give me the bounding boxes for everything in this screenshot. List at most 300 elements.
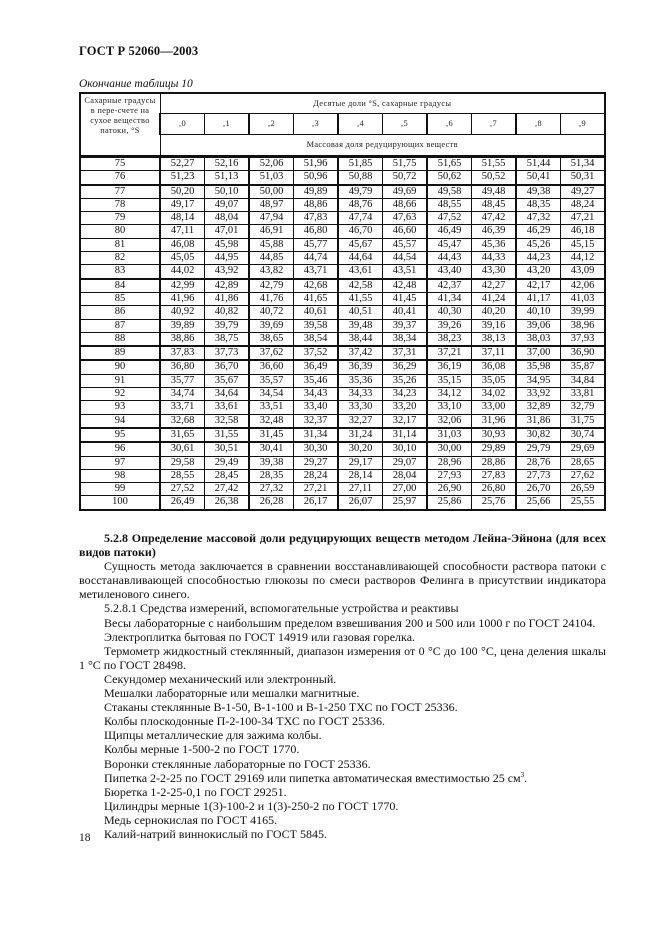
value-cell: 36,19 xyxy=(427,360,472,374)
value-cell: 45,26 xyxy=(516,238,561,251)
value-cell: 44,02 xyxy=(160,265,205,279)
value-cell: 46,91 xyxy=(249,225,294,238)
degree-cell: 76 xyxy=(80,171,160,185)
value-cell: 33,71 xyxy=(160,401,205,414)
column-header: ,8 xyxy=(516,114,561,135)
column-header: ,1 xyxy=(205,114,250,135)
value-cell: 31,86 xyxy=(516,414,561,428)
value-cell: 37,52 xyxy=(294,346,339,360)
column-header: ,3 xyxy=(294,114,339,135)
value-cell: 31,75 xyxy=(561,414,606,428)
list-item: Мешалки лабораторные или мешалки магнитные. xyxy=(104,686,360,701)
value-cell: 49,69 xyxy=(383,185,428,199)
degree-cell: 83 xyxy=(80,265,160,279)
value-cell: 43,20 xyxy=(516,265,561,279)
degree-cell: 84 xyxy=(80,279,160,293)
value-cell: 39,89 xyxy=(160,319,205,332)
list-item: Воронки стеклянные лабораторные по ГОСТ 25336. xyxy=(104,756,371,771)
value-cell: 29,58 xyxy=(160,456,205,469)
value-cell: 42,99 xyxy=(160,279,205,293)
degree-cell: 82 xyxy=(80,252,160,265)
value-cell: 42,58 xyxy=(338,279,383,293)
value-cell: 45,77 xyxy=(294,238,339,251)
degree-cell: 96 xyxy=(80,442,160,456)
value-cell: 44,43 xyxy=(427,252,472,265)
value-cell: 34,23 xyxy=(383,388,428,401)
value-cell: 27,73 xyxy=(516,469,561,482)
value-header: Массовая доля редуцирующих веществ xyxy=(160,135,605,157)
value-cell: 41,65 xyxy=(294,292,339,305)
value-cell: 44,23 xyxy=(516,252,561,265)
value-cell: 42,89 xyxy=(205,279,250,293)
value-cell: 34,33 xyxy=(338,388,383,401)
value-cell: 40,92 xyxy=(160,306,205,319)
value-cell: 46,80 xyxy=(294,225,339,238)
list-item: Секундомер механический или электронный. xyxy=(104,671,337,686)
value-cell: 35,57 xyxy=(249,374,294,387)
section-heading-text: Определение массовой доли редуцирующих веществ методом Лейна-Эйнона (для всех видов патоки) xyxy=(79,531,607,560)
value-cell: 40,41 xyxy=(383,306,428,319)
value-cell: 44,74 xyxy=(294,252,339,265)
value-cell: 25,86 xyxy=(427,496,472,510)
degree-cell: 80 xyxy=(80,225,160,238)
value-cell: 50,72 xyxy=(383,171,428,185)
value-cell: 33,10 xyxy=(427,401,472,414)
value-cell: 32,79 xyxy=(561,401,606,414)
value-cell: 50,62 xyxy=(427,171,472,185)
table-row xyxy=(80,157,605,171)
value-cell: 26,07 xyxy=(338,496,383,510)
value-cell: 32,89 xyxy=(516,401,561,414)
value-cell: 39,99 xyxy=(561,306,606,319)
equipment-list xyxy=(79,616,606,771)
value-cell: 26,80 xyxy=(472,483,517,496)
value-cell: 28,45 xyxy=(205,469,250,482)
degree-cell: 92 xyxy=(80,388,160,401)
value-cell: 40,61 xyxy=(294,306,339,319)
value-cell: 27,83 xyxy=(472,469,517,482)
value-cell: 41,55 xyxy=(338,292,383,305)
value-cell: 33,92 xyxy=(516,388,561,401)
value-cell: 26,70 xyxy=(516,483,561,496)
value-cell: 34,95 xyxy=(516,374,561,387)
list-item: Стаканы стеклянные В-1-50, В-1-100 и В-1-250 ТХС по ГОСТ 25336. xyxy=(104,700,458,715)
value-cell: 46,39 xyxy=(472,225,517,238)
value-cell: 52,06 xyxy=(249,157,294,171)
value-cell: 30,30 xyxy=(294,442,339,456)
value-cell: 35,67 xyxy=(205,374,250,387)
degree-cell: 75 xyxy=(80,157,160,171)
value-cell: 26,59 xyxy=(561,483,606,496)
value-cell: 37,73 xyxy=(205,346,250,360)
table-row xyxy=(80,401,605,414)
value-cell: 36,90 xyxy=(561,346,606,360)
value-cell: 38,23 xyxy=(427,332,472,346)
value-cell: 32,37 xyxy=(294,414,339,428)
value-cell: 26,28 xyxy=(249,496,294,510)
value-cell: 39,37 xyxy=(383,319,428,332)
value-cell: 44,85 xyxy=(249,252,294,265)
table-row xyxy=(80,319,605,332)
degree-cell: 94 xyxy=(80,414,160,428)
value-cell: 48,76 xyxy=(338,198,383,211)
table-row xyxy=(80,171,605,185)
value-cell: 50,41 xyxy=(516,171,561,185)
value-cell: 27,42 xyxy=(205,483,250,496)
value-cell: 35,87 xyxy=(561,360,606,374)
value-cell: 44,33 xyxy=(472,252,517,265)
list-item: Бюретка 1-2-25-0,1 по ГОСТ 29251. xyxy=(104,784,287,799)
value-cell: 46,08 xyxy=(160,238,205,251)
value-cell: 49,07 xyxy=(205,198,250,211)
degree-cell: 95 xyxy=(80,428,160,442)
degree-cell: 88 xyxy=(80,332,160,346)
degree-cell: 99 xyxy=(80,483,160,496)
value-cell: 43,71 xyxy=(294,265,339,279)
value-cell: 37,42 xyxy=(338,346,383,360)
degree-cell: 78 xyxy=(80,198,160,211)
value-cell: 43,92 xyxy=(205,265,250,279)
subsection-heading: 5.2.8.1 Средства измерений, вспомогательные устройства и реактивы xyxy=(104,601,459,616)
value-cell: 45,57 xyxy=(383,238,428,251)
value-cell: 26,17 xyxy=(294,496,339,510)
value-cell: 51,34 xyxy=(561,157,606,171)
value-cell: 47,11 xyxy=(160,225,205,238)
value-cell: 29,49 xyxy=(205,456,250,469)
value-cell: 41,76 xyxy=(249,292,294,305)
table-row xyxy=(80,306,605,319)
value-cell: 39,16 xyxy=(472,319,517,332)
list-item: Термометр жидкостный стеклянный, диапазон измерения от 0 °С до 100 °С, цена деления шкалы 1 °С по ГОСТ 28498. xyxy=(79,643,606,672)
value-cell: 47,01 xyxy=(205,225,250,238)
value-cell: 34,12 xyxy=(427,388,472,401)
degree-cell: 90 xyxy=(80,360,160,374)
value-cell: 30,51 xyxy=(205,442,250,456)
value-cell: 48,04 xyxy=(205,212,250,225)
value-cell: 25,55 xyxy=(561,496,606,510)
value-cell: 28,14 xyxy=(338,469,383,482)
page-number: 18 xyxy=(79,832,91,844)
value-cell: 37,31 xyxy=(383,346,428,360)
value-cell: 48,55 xyxy=(427,198,472,211)
table-row xyxy=(80,198,605,211)
value-cell: 45,15 xyxy=(561,238,606,251)
value-cell: 33,30 xyxy=(338,401,383,414)
value-cell: 41,45 xyxy=(383,292,428,305)
value-cell: 49,38 xyxy=(516,185,561,199)
degree-cell: 79 xyxy=(80,212,160,225)
list-item: Калий-натрий виннокислый по ГОСТ 5845. xyxy=(104,826,327,841)
value-cell: 46,60 xyxy=(383,225,428,238)
table-body xyxy=(80,157,605,510)
value-cell: 48,35 xyxy=(516,198,561,211)
table-row xyxy=(80,388,605,401)
value-cell: 36,39 xyxy=(338,360,383,374)
table-row xyxy=(80,279,605,293)
value-cell: 48,86 xyxy=(294,198,339,211)
value-cell: 47,42 xyxy=(472,212,517,225)
value-cell: 35,36 xyxy=(338,374,383,387)
value-cell: 30,93 xyxy=(472,428,517,442)
section-heading-number: 5.2.8 xyxy=(104,531,128,545)
value-cell: 49,48 xyxy=(472,185,517,199)
degree-cell: 85 xyxy=(80,292,160,305)
value-cell: 34,64 xyxy=(205,388,250,401)
value-cell: 43,82 xyxy=(249,265,294,279)
table-row xyxy=(80,496,605,510)
value-cell: 47,21 xyxy=(561,212,606,225)
value-cell: 47,94 xyxy=(249,212,294,225)
reducing-substances-table xyxy=(79,92,606,511)
value-cell: 38,34 xyxy=(383,332,428,346)
value-cell: 29,27 xyxy=(294,456,339,469)
value-cell: 33,20 xyxy=(383,401,428,414)
list-item: Щипцы металлические для зажима колбы. xyxy=(104,728,322,743)
value-cell: 40,30 xyxy=(427,306,472,319)
value-cell: 38,54 xyxy=(294,332,339,346)
value-cell: 51,75 xyxy=(383,157,428,171)
value-cell: 38,03 xyxy=(516,332,561,346)
value-cell: 44,95 xyxy=(205,252,250,265)
table-row xyxy=(80,225,605,238)
value-cell: 29,79 xyxy=(516,442,561,456)
table-row xyxy=(80,346,605,360)
value-cell: 33,61 xyxy=(205,401,250,414)
value-cell: 38,86 xyxy=(160,332,205,346)
value-cell: 31,14 xyxy=(383,428,428,442)
value-cell: 26,90 xyxy=(427,483,472,496)
value-cell: 28,76 xyxy=(516,456,561,469)
column-header: ,2 xyxy=(249,114,294,135)
value-cell: 41,17 xyxy=(516,292,561,305)
table-row xyxy=(80,292,605,305)
value-cell: 30,74 xyxy=(561,428,606,442)
value-cell: 37,11 xyxy=(472,346,517,360)
value-cell: 29,07 xyxy=(383,456,428,469)
value-cell: 41,34 xyxy=(427,292,472,305)
table-row xyxy=(80,374,605,387)
value-cell: 32,68 xyxy=(160,414,205,428)
value-cell: 48,24 xyxy=(561,198,606,211)
degree-cell: 77 xyxy=(80,185,160,199)
value-cell: 40,20 xyxy=(472,306,517,319)
value-cell: 51,23 xyxy=(160,171,205,185)
list-item: Медь сернокислая по ГОСТ 4165. xyxy=(104,812,278,827)
value-cell: 50,52 xyxy=(472,171,517,185)
column-header: ,4 xyxy=(338,114,383,135)
table-row xyxy=(80,469,605,482)
value-cell: 30,61 xyxy=(160,442,205,456)
value-cell: 41,96 xyxy=(160,292,205,305)
value-cell: 28,55 xyxy=(160,469,205,482)
value-cell: 48,97 xyxy=(249,198,294,211)
equipment-list-continued xyxy=(79,785,606,841)
value-cell: 38,96 xyxy=(561,319,606,332)
value-cell: 32,48 xyxy=(249,414,294,428)
value-cell: 30,20 xyxy=(338,442,383,456)
value-cell: 42,37 xyxy=(427,279,472,293)
column-header: ,5 xyxy=(383,114,428,135)
degree-cell: 98 xyxy=(80,469,160,482)
group-header: Десятые доли °S, сахарные градусы xyxy=(160,93,605,114)
value-cell: 32,06 xyxy=(427,414,472,428)
value-cell: 43,61 xyxy=(338,265,383,279)
table-row xyxy=(80,414,605,428)
value-cell: 25,66 xyxy=(516,496,561,510)
value-cell: 39,38 xyxy=(249,456,294,469)
value-cell: 42,79 xyxy=(249,279,294,293)
value-cell: 29,17 xyxy=(338,456,383,469)
value-cell: 31,45 xyxy=(249,428,294,442)
value-cell: 48,45 xyxy=(472,198,517,211)
value-cell: 28,96 xyxy=(427,456,472,469)
value-cell: 27,00 xyxy=(383,483,428,496)
value-cell: 43,40 xyxy=(427,265,472,279)
value-cell: 37,62 xyxy=(249,346,294,360)
value-cell: 27,93 xyxy=(427,469,472,482)
value-cell: 35,98 xyxy=(516,360,561,374)
value-cell: 34,43 xyxy=(294,388,339,401)
table-row xyxy=(80,238,605,251)
value-cell: 34,84 xyxy=(561,374,606,387)
degree-cell: 91 xyxy=(80,374,160,387)
value-cell: 28,24 xyxy=(294,469,339,482)
value-cell: 51,13 xyxy=(205,171,250,185)
value-cell: 45,36 xyxy=(472,238,517,251)
value-cell: 35,15 xyxy=(427,374,472,387)
value-cell: 38,13 xyxy=(472,332,517,346)
value-cell: 42,17 xyxy=(516,279,561,293)
document-header: ГОСТ Р 52060—2003 xyxy=(79,44,199,58)
value-cell: 51,03 xyxy=(249,171,294,185)
value-cell: 44,12 xyxy=(561,252,606,265)
table-row xyxy=(80,456,605,469)
value-cell: 33,81 xyxy=(561,388,606,401)
value-cell: 42,06 xyxy=(561,279,606,293)
value-cell: 40,82 xyxy=(205,306,250,319)
value-cell: 32,58 xyxy=(205,414,250,428)
list-item-pipette: Пипетка 2-2-25 по ГОСТ 29169 или пипетка автоматическая вместимостью 25 $см^3$. xyxy=(104,770,528,785)
value-cell: 49,27 xyxy=(561,185,606,199)
value-cell: 39,48 xyxy=(338,319,383,332)
degree-cell: 89 xyxy=(80,346,160,360)
value-cell: 42,27 xyxy=(472,279,517,293)
value-cell: 33,51 xyxy=(249,401,294,414)
value-cell: 51,44 xyxy=(516,157,561,171)
value-cell: 38,75 xyxy=(205,332,250,346)
value-cell: 42,48 xyxy=(383,279,428,293)
value-cell: 46,29 xyxy=(516,225,561,238)
value-cell: 33,40 xyxy=(294,401,339,414)
value-cell: 51,85 xyxy=(338,157,383,171)
value-cell: 44,54 xyxy=(383,252,428,265)
value-cell: 47,32 xyxy=(516,212,561,225)
value-cell: 39,79 xyxy=(205,319,250,332)
degree-cell: 93 xyxy=(80,401,160,414)
value-cell: 39,26 xyxy=(427,319,472,332)
value-cell: 27,32 xyxy=(249,483,294,496)
value-cell: 47,83 xyxy=(294,212,339,225)
value-cell: 26,38 xyxy=(205,496,250,510)
value-cell: 38,65 xyxy=(249,332,294,346)
list-item: Колбы мерные 1-500-2 по ГОСТ 1770. xyxy=(104,742,300,757)
value-cell: 40,51 xyxy=(338,306,383,319)
value-cell: 45,67 xyxy=(338,238,383,251)
value-cell: 36,29 xyxy=(383,360,428,374)
list-item: Весы лабораторные с наибольшим пределом взвешивания 200 и 500 или 1000 г по ГОСТ 24104. xyxy=(104,615,596,630)
value-cell: 36,70 xyxy=(205,360,250,374)
value-cell: 43,51 xyxy=(383,265,428,279)
value-cell: 50,20 xyxy=(160,185,205,199)
value-cell: 30,82 xyxy=(516,428,561,442)
section-intro: Сущность метода заключается в сравнении восстанавливающей способности раствора патоки с восстанавливающей способностью глюкозы по смеси растворов Фелинга в присутствии индикатора метиленового синего. xyxy=(79,559,606,602)
value-cell: 49,79 xyxy=(338,185,383,199)
value-cell: 49,89 xyxy=(294,185,339,199)
value-cell: 51,65 xyxy=(427,157,472,171)
value-cell: 31,03 xyxy=(427,428,472,442)
column-header: ,9 xyxy=(561,114,606,135)
value-cell: 47,63 xyxy=(383,212,428,225)
value-cell: 36,80 xyxy=(160,360,205,374)
degree-cell: 87 xyxy=(80,319,160,332)
value-cell: 32,17 xyxy=(383,414,428,428)
value-cell: 51,55 xyxy=(472,157,517,171)
degree-cell: 81 xyxy=(80,238,160,251)
value-cell: 30,10 xyxy=(383,442,428,456)
value-cell: 30,41 xyxy=(249,442,294,456)
table-row xyxy=(80,360,605,374)
row-header: Сахарные градусы в пере-счете на сухое вещество патоки, °S xyxy=(80,93,160,157)
list-item: Цилиндры мерные 1(3)-100-2 и 1(3)-250-2 по ГОСТ 1770. xyxy=(104,798,399,813)
column-header: ,6 xyxy=(427,114,472,135)
value-cell: 27,62 xyxy=(561,469,606,482)
table-row xyxy=(80,332,605,346)
value-cell: 35,46 xyxy=(294,374,339,387)
degree-cell: 86 xyxy=(80,306,160,319)
value-cell: 31,24 xyxy=(338,428,383,442)
value-cell: 25,76 xyxy=(472,496,517,510)
value-cell: 44,64 xyxy=(338,252,383,265)
value-cell: 26,49 xyxy=(160,496,205,510)
value-cell: 39,06 xyxy=(516,319,561,332)
value-cell: 27,21 xyxy=(294,483,339,496)
value-cell: 39,58 xyxy=(294,319,339,332)
value-cell: 31,55 xyxy=(205,428,250,442)
value-cell: 31,65 xyxy=(160,428,205,442)
value-cell: 41,24 xyxy=(472,292,517,305)
value-cell: 46,49 xyxy=(427,225,472,238)
value-cell: 27,11 xyxy=(338,483,383,496)
value-cell: 50,31 xyxy=(561,171,606,185)
value-cell: 47,52 xyxy=(427,212,472,225)
value-cell: 40,10 xyxy=(516,306,561,319)
table-row xyxy=(80,428,605,442)
table-row xyxy=(80,442,605,456)
value-cell: 37,21 xyxy=(427,346,472,360)
value-cell: 37,00 xyxy=(516,346,561,360)
value-cell: 34,74 xyxy=(160,388,205,401)
table-row xyxy=(80,212,605,225)
section-heading xyxy=(79,531,606,559)
value-cell: 28,65 xyxy=(561,456,606,469)
value-cell: 48,66 xyxy=(383,198,428,211)
value-cell: 46,70 xyxy=(338,225,383,238)
value-cell: 37,93 xyxy=(561,332,606,346)
list-item: Колбы плоскодонные П-2-100-34 ТХС по ГОСТ 25336. xyxy=(104,714,386,729)
value-cell: 34,54 xyxy=(249,388,294,401)
value-cell: 41,03 xyxy=(561,292,606,305)
value-cell: 45,88 xyxy=(249,238,294,251)
